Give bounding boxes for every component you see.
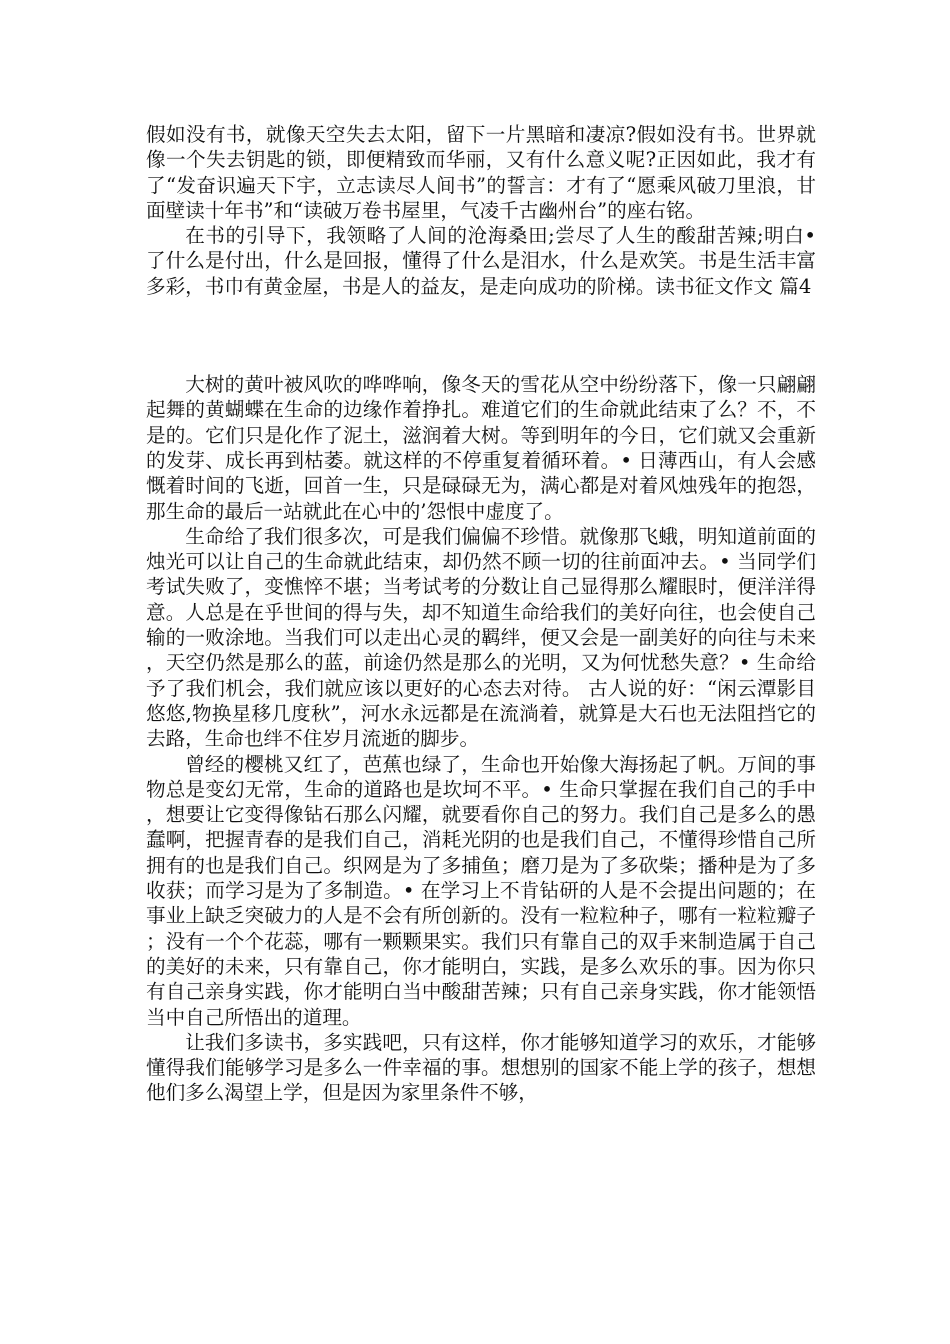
paragraph-3: 大树的黄叶被风吹的哗哗响，像冬天的雪花从空中纷纷落下，像一只翩翩起舞的黄蝴蝶在生命的边缘作着挣扎。难道它们的生命就此结束了么？不，不是的。它们只是化作了泥土，滋润着大树。等到明年的今日，它们就又会重新的发芽、成长再到枯萎。就这样的不停重复着循环着。• 日薄西山，有人会感慨着时间的飞逝，回首一生，只是碌碌无为，满心都是对着风烛残年的抱怨，那生命的最后一站就此在心中的’怨恨中虚度了。	[146, 373, 816, 523]
paragraph-5: 曾经的樱桃又红了，芭蕉也绿了，生命也开始像大海扬起了帆。万间的事物总是变幻无常，生命的道路也是坎坷不平。• 生命只掌握在我们自己的手中，想要让它变得像钻石那么闪耀，就要看你自己的努力。我们自己是多么的愚蠢啊，把握青春的是我们自己，消耗光阴的也是我们自己，不懂得珍惜自己所拥有的也是我们自己。织网是为了多捕鱼；磨刀是为了多砍柴；播种是为了多收获；而学习是为了多制造。• 在学习上不肯钻研的人是不会提出问题的；在事业上缺乏突破力的人是不会有所创新的。没有一粒粒种子，哪有一粒粒瓣子；没有一个个花蕊，哪有一颗颗果实。我们只有靠自己的双手来制造属于自己的美好的未来，只有靠自己，你才能明白，实践，是多么欢乐的事。因为你只有自己亲身实践，你才能明白当中酸甜苦辣；只有自己亲身实践，你才能领悟当中自己所悟出的道理。	[146, 752, 816, 1029]
paragraph-6: 让我们多读书，多实践吧，只有这样，你才能够知道学习的欢乐，才能够懂得我们能够学习是多么一件幸福的事。想想别的国家不能上学的孩子，想想他们多么渴望上学，但是因为家里条件不够，	[146, 1030, 816, 1105]
paragraph-1: 假如没有书，就像天空失去太阳，留下一片黑暗和凄凉?假如没有书。世界就像一个失去钥匙的锁，即便精致而华丽，又有什么意义呢?正因如此，我才有了“发奋识遍天下宇，立志读尽人间书”的誓言：才有了“愿乘风破刀里浪，甘面壁读十年书”和“读破万卷书屋里，气凌千古幽州台”的座右铭。	[146, 123, 816, 222]
document-page	[146, 122, 816, 1106]
section-gap	[146, 299, 816, 372]
paragraph-2: 在书的引导下，我领略了人间的沧海桑田;尝尽了人生的酸甜苦辣;明白•了什么是付出，什么是回报，懂得了什么是泪水，什么是欢笑。书是生活丰富多彩，书巾有黄金屋，书是人的益友，是走向成功的阶梯。读书征文作文 篇4	[146, 224, 816, 298]
paragraph-4: 生命给了我们很多次，可是我们偏偏不珍惜。就像那飞蛾，明知道前面的烛光可以让自己的生命就此结束，却仍然不顾一切的往前面冲去。• 当同学们考试失败了，变憔悴不堪；当考试考的分数让自己显得那么耀眼时，便洋洋得意。人总是在乎世间的得与失，却不知道生命给我们的美好向往，也会使自己输的一败涂地。当我们可以走出心灵的羁绊，便又会是一副美好的向往与未来，天空仍然是那么的蓝，前途仍然是那么的光明，又为何忧愁失意？• 生命给予了我们机会，我们就应该以更好的心态去对待。 古人说的好：“闲云潭影目悠悠,物换星移几度秋”，河水永远都是在流淌着，就算是大石也无法阻挡它的去路，生命也绊不住岁月流逝的脚步。	[146, 524, 816, 751]
